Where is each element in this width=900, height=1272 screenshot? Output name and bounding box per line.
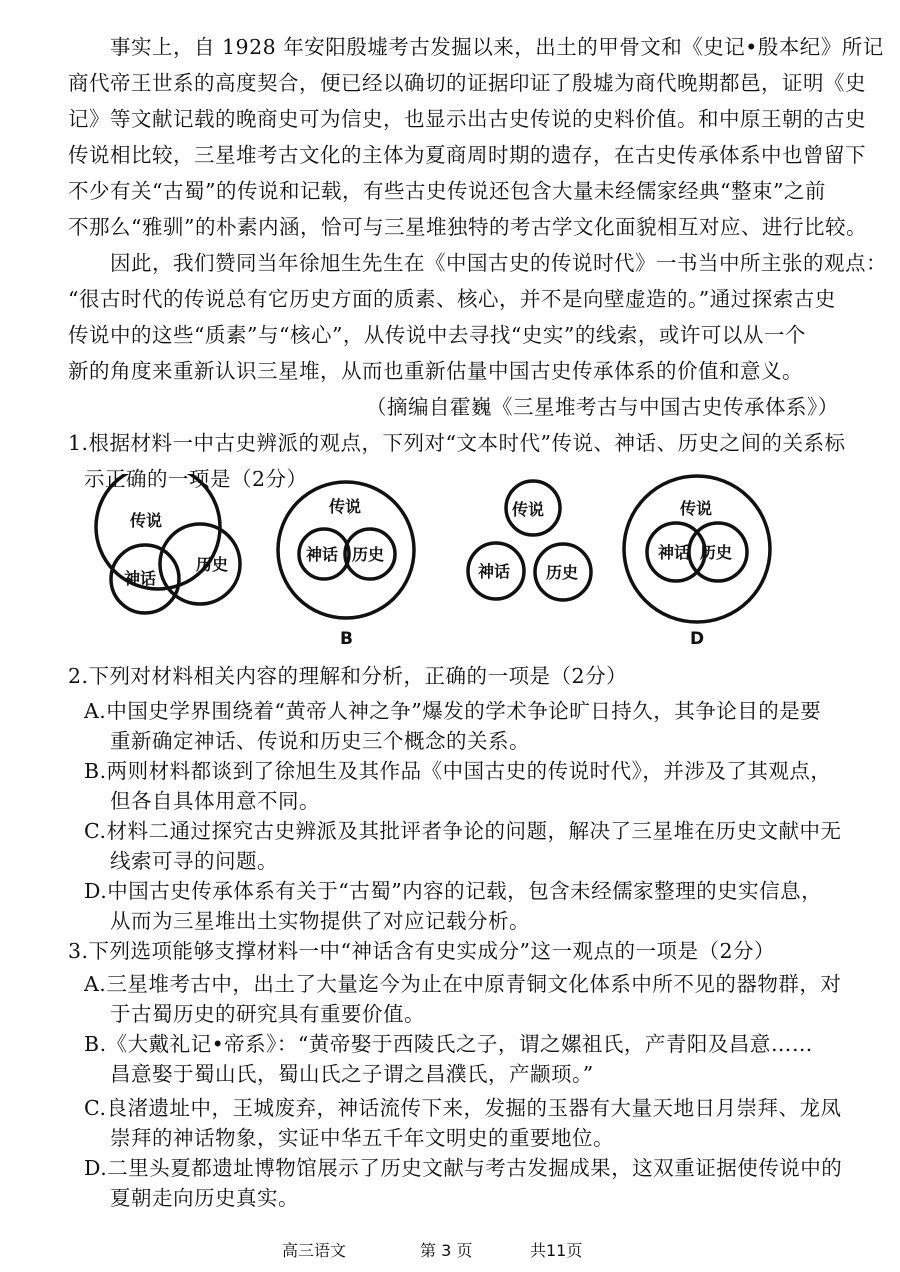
option-a-myth-text: 神话 bbox=[124, 569, 157, 588]
venn-diagrams bbox=[0, 474, 900, 652]
question-3-option-a: A.三星堆考古中，出土了大量迄今为止在中原青铜文化体系中所不见的器物群，对 bbox=[84, 972, 842, 996]
option-d-legend-text: 传说 bbox=[680, 499, 713, 518]
option-b-myth-text: 神话 bbox=[306, 545, 339, 564]
question-2-option-b-cont: 但各自具体用意不同。 bbox=[110, 789, 320, 813]
option-c-legend-text: 传说 bbox=[512, 500, 545, 519]
passage-line: 新的角度来重新认识三星堆，从而也重新估量中国古史传承体系的价值和意义。 bbox=[68, 359, 803, 383]
passage-line: 不那么“雅驯”的朴素内涵，恰可与三星堆独特的考古学文化面貌相互对应、进行比较。 bbox=[68, 215, 867, 239]
question-3-option-d-cont: 夏朝走向历史真实。 bbox=[110, 1186, 299, 1210]
question-2-option-d: D.中国古史传承体系有关于“古蜀”内容的记载，包含未经儒家整理的史实信息， bbox=[84, 879, 823, 903]
footer-page-number: 第 3 页 bbox=[420, 1241, 473, 1260]
passage-line: 因此，我们赞同当年徐旭生先生在《中国古史的传说时代》一书当中所主张的观点： bbox=[110, 251, 887, 275]
question-2-option-b: B.两则材料都谈到了徐旭生及其作品《中国古史的传说时代》，并涉及了其观点， bbox=[84, 759, 832, 783]
question-3-option-b-cont: 昌意娶于蜀山氏，蜀山氏之子谓之昌濮氏，产颛顼。” bbox=[110, 1062, 594, 1086]
passage-source: （摘编自霍巍《三星堆考古与中国古史传承体系》） bbox=[366, 395, 839, 419]
passage-line: 商代帝王世系的高度契合，便已经以确切的证据印证了殷墟为商代晚期都邑，证明《史 bbox=[68, 71, 866, 95]
option-d-letter: D bbox=[690, 629, 705, 649]
question-3-option-a-cont: 于古蜀历史的研究具有重要价值。 bbox=[110, 1002, 425, 1026]
option-b-letter: B bbox=[340, 629, 353, 649]
question-2-option-d-cont: 从而为三星堆出土实物提供了对应记载分析。 bbox=[110, 909, 530, 933]
passage-line: 传说中的这些“质素”与“核心”，从传说中去寻找“史实”的线索，或许可以从一个 bbox=[68, 323, 806, 347]
question-3-option-c: C.良渚遗址中，王城废弃，神话流传下来，发掘的玉器有大量天地日月崇拜、龙凤 bbox=[84, 1096, 842, 1120]
question-1-stem: 示正确的一项是（2分） bbox=[84, 467, 308, 491]
option-b-legend-text: 传说 bbox=[329, 497, 362, 516]
option-c-history-text: 历史 bbox=[546, 563, 579, 582]
passage-line: 记》等文献记载的晚商史可为信史，也显示出古史传说的史料价值。和中原王朝的古史 bbox=[68, 107, 866, 131]
question-2-option-c: C.材料二通过探究古史辨派及其批评者争论的问题，解决了三星堆在历史文献中无 bbox=[84, 819, 842, 843]
passage-line: 不少有关“古蜀”的传说和记载，有些古史传说还包含大量未经儒家经典“整束”之前 bbox=[68, 179, 826, 203]
question-3-option-c-cont: 崇拜的神话物象，实证中华五千年文明史的重要地位。 bbox=[110, 1126, 614, 1150]
option-d-myth-text: 神话 bbox=[658, 543, 691, 562]
question-3-stem: 3.下列选项能够支撑材料一中“神话含有史实成分”这一观点的一项是（2分） bbox=[68, 939, 776, 963]
passage-line: 事实上，自 1928 年安阳殷墟考古发掘以来，出土的甲骨文和《史记•殷本纪》所记 bbox=[110, 35, 884, 59]
question-2-stem: 2.下列对材料相关内容的理解和分析，正确的一项是（2分） bbox=[68, 664, 628, 688]
question-2-option-c-cont: 线索可寻的问题。 bbox=[110, 849, 278, 873]
option-b-history-text: 历史 bbox=[352, 545, 385, 564]
question-2-option-a-cont: 重新确定神话、传说和历史三个概念的关系。 bbox=[110, 729, 530, 753]
question-2-option-a: A.中国史学界围绕着“黄帝人神之争”爆发的学术争论旷日持久，其争论目的是要 bbox=[84, 699, 822, 723]
footer-total-pages: 共11页 bbox=[530, 1241, 583, 1260]
question-3-option-d: D.二里头夏都遗址博物馆展示了历史文献与考古发掘成果，这双重证据使传说中的 bbox=[84, 1156, 843, 1180]
footer-subject: 高三语文 bbox=[282, 1241, 347, 1260]
option-a-legend-text: 传说 bbox=[130, 511, 163, 530]
passage-line: “很古时代的传说总有它历史方面的质素、核心，并不是向壁虚造的。”通过探索古史 bbox=[68, 287, 836, 311]
passage-line: 传说相比较，三星堆考古文化的主体为夏商周时期的遗存，在古史传承体系中也曾留下 bbox=[68, 143, 866, 167]
option-a-history-text: 历史 bbox=[196, 555, 229, 574]
option-c-myth-text: 神话 bbox=[478, 562, 511, 581]
option-d-history-text: 历史 bbox=[700, 543, 733, 562]
question-1-stem: 1.根据材料一中古史辨派的观点，下列对“文本时代”传说、神话、历史之间的关系标 bbox=[68, 431, 846, 455]
question-3-option-b: B.《大戴礼记•帝系》：“黄帝娶于西陵氏之子，谓之嫘祖氏，产青阳及昌意…… bbox=[84, 1032, 813, 1056]
